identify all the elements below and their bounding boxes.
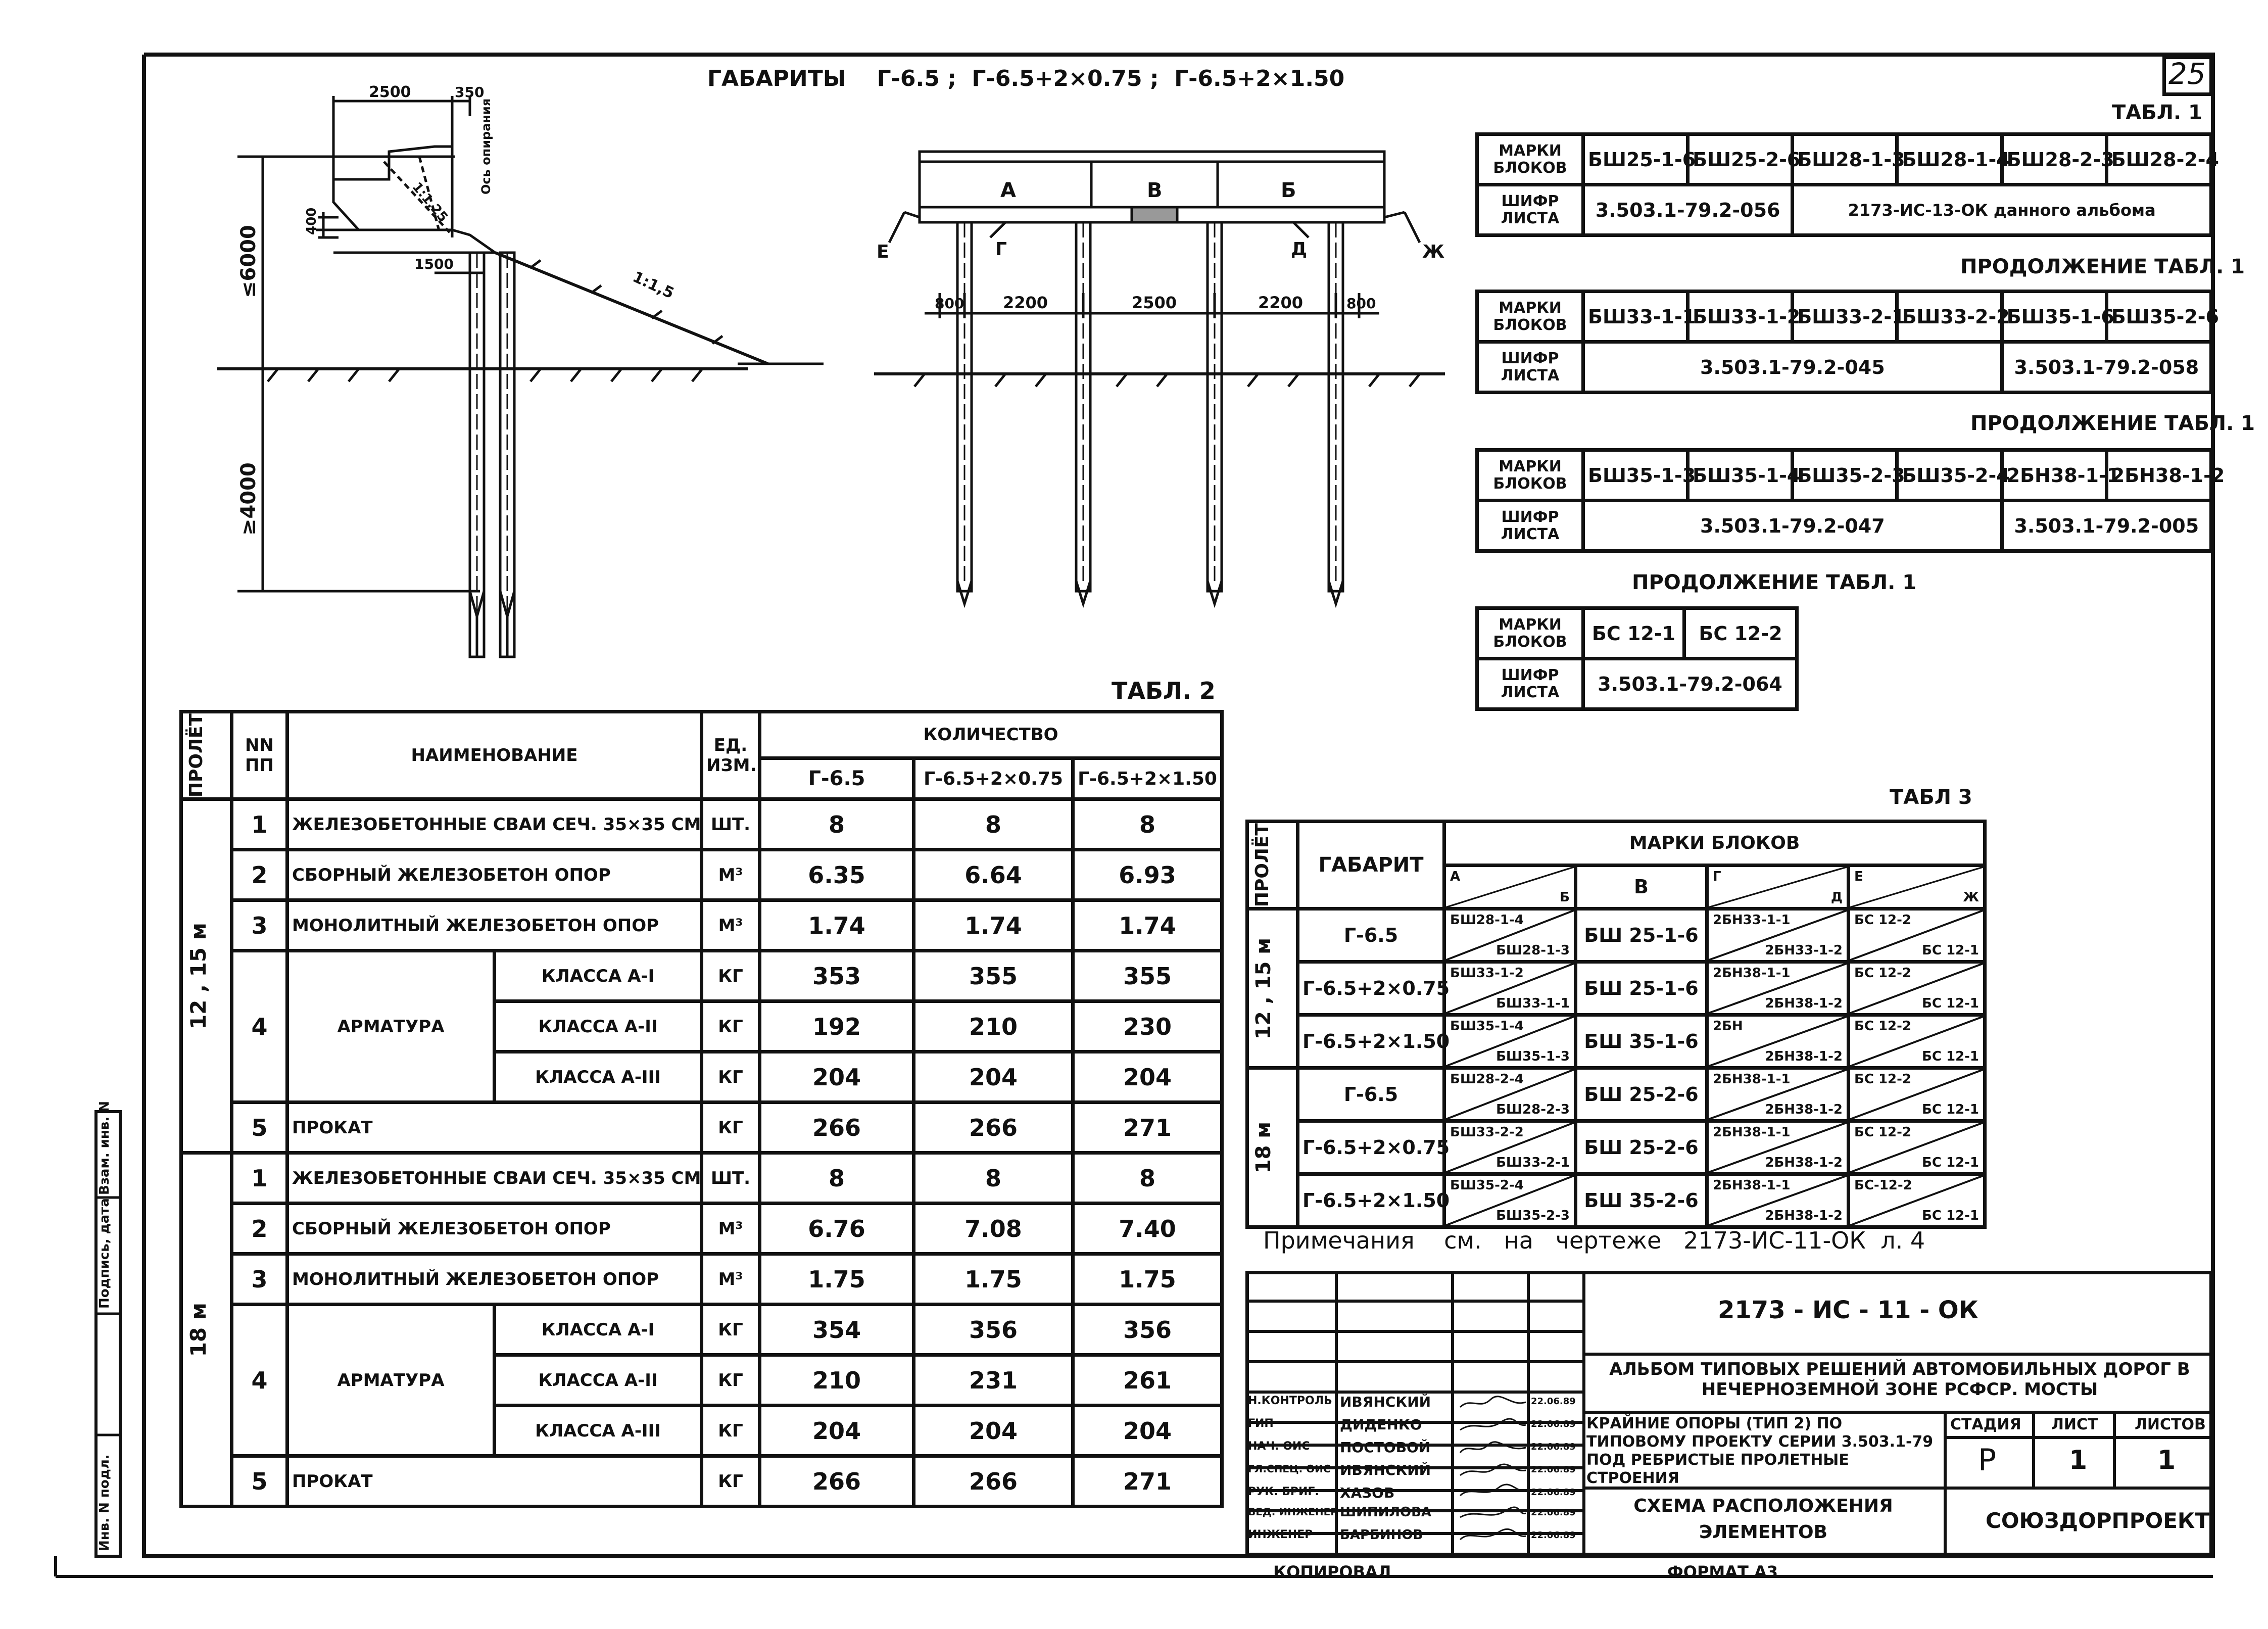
t2-row-unit: М³ [702, 1254, 760, 1305]
table3 [1245, 820, 1987, 1229]
t2-group2-span: 18 м [181, 1153, 232, 1507]
label-zh: Ж [1422, 242, 1445, 262]
notes-line: Примечания см. на чертеже 2173-ИС-11-ОК л. 4 [1263, 1227, 1925, 1254]
t2-row-n: 2 [232, 850, 287, 900]
person-role: Н.КОНТРОЛЬ [1248, 1395, 1332, 1407]
t2-row-n: 4 [232, 951, 287, 1103]
t3-ezh: БС 12-2 БС 12-1 [1849, 962, 1985, 1015]
stamp-sheet: 1 [2069, 1445, 2088, 1475]
t3-head-marks: МАРКИ БЛОКОВ [1444, 822, 1985, 866]
stamp-stage-label: СТАДИЯ [1950, 1416, 2021, 1433]
t2-val: 8 [914, 799, 1073, 850]
abutment-front-drawing [874, 141, 1480, 637]
table2-caption: ТАБЛ. 2 [1112, 677, 1216, 704]
t3-v: БШ 25-2-6 [1576, 1068, 1707, 1121]
person-name: ИВЯНСКИЙ [1340, 1462, 1431, 1478]
t1c1-row-label-code: ШИФР ЛИСТА [1477, 342, 1583, 393]
t1c1-mark: БШ33-1-2 [1688, 292, 1793, 342]
stamp-person-row [1248, 1526, 1581, 1549]
t1-mark: БШ28-1-4 [1897, 134, 2002, 185]
t2-val: 266 [914, 1456, 1073, 1507]
table1-cont3 [1475, 606, 1799, 711]
t3-ezh: БС 12-2 БС 12-1 [1849, 1121, 1985, 1174]
dim-2200-l: 2200 [1003, 293, 1048, 312]
t3-gabarit: Г-6.5+2×1.50 [1298, 1015, 1444, 1068]
t2-rebar-label: АРМАТУРА [287, 951, 495, 1103]
t2-head-qty: КОЛИЧЕСТВО [760, 712, 1222, 758]
t3-ab: БШ28-2-4 БШ28-2-3 [1444, 1068, 1576, 1121]
t2-row-name: КЛАССА А-II [495, 1001, 702, 1052]
t3-ab: БШ35-2-4 БШ35-2-3 [1444, 1174, 1576, 1227]
t2-row-n: 5 [232, 1456, 287, 1507]
stamp-album: АЛЬБОМ ТИПОВЫХ РЕШЕНИЙ АВТОМОБИЛЬНЫХ ДОРОГ В НЕЧЕРНОЗЕМНОЙ ЗОНЕ РСФСР. МОСТЫ [1609, 1359, 2190, 1400]
dim-4000: ≥4000 [237, 462, 260, 536]
slope-1: 1:1,25 [409, 179, 451, 225]
t2-val: 204 [1073, 1406, 1222, 1456]
t3-ezh: БС-12-2 БС 12-1 [1849, 1174, 1985, 1227]
t2-val: 1.75 [1073, 1254, 1222, 1305]
t1c1-code-a: 3.503.1-79.2-045 [1583, 342, 2002, 393]
t1c2-row-label-code: ШИФР ЛИСТА [1477, 501, 1583, 551]
t2-row-unit: ШТ. [702, 1153, 760, 1204]
t2-row-n: 3 [232, 1254, 287, 1305]
t2-row-unit: М³ [702, 900, 760, 951]
t2-val: 204 [760, 1406, 914, 1456]
t2-row-name: СБОРНЫЙ ЖЕЛЕЗОБЕТОН ОПОР [287, 1204, 702, 1254]
t2-row-name: ПРОКАТ [287, 1456, 702, 1507]
block-v: В [1147, 179, 1163, 202]
person-date: 22.06.89 [1531, 1507, 1576, 1518]
t2-val: 271 [1073, 1103, 1222, 1153]
page-number: 25 [2168, 57, 2206, 91]
person-role: РУК. БРИГ. [1248, 1486, 1319, 1498]
stamp-person-row [1248, 1503, 1581, 1526]
t3-gd: 2БН38-1-1 2БН38-1-2 [1707, 962, 1849, 1015]
t3-v: БШ 25-1-6 [1576, 962, 1707, 1015]
table3-caption: ТАБЛ 3 [1890, 786, 1972, 809]
side-strip-2: Подпись, дата [97, 1198, 112, 1309]
t2-val: 266 [760, 1103, 914, 1153]
t3-sub-ezh: Е Ж [1849, 865, 1985, 909]
t1c2-code-a: 3.503.1-79.2-047 [1583, 501, 2002, 551]
t2-col-head: Г-6.5+2×0.75 [914, 758, 1073, 799]
label-g: Г [995, 239, 1007, 260]
person-date: 22.06.89 [1531, 1442, 1576, 1452]
table1 [1475, 132, 2219, 237]
t2-val: 6.35 [760, 850, 914, 900]
stamp-person-row [1248, 1392, 1581, 1415]
stamp-code: 2173 - ИС - 11 - ОК [1718, 1296, 1979, 1324]
t2-row-name: ЖЕЛЕЗОБЕТОННЫЕ СВАИ СЕЧ. 35×35 СМ [287, 799, 702, 850]
t1c3-code-a: 3.503.1-79.2-064 [1583, 659, 1797, 709]
t2-row-n: 4 [232, 1305, 287, 1456]
stamp-stage: Р [1978, 1443, 1997, 1478]
t2-val: 204 [760, 1052, 914, 1103]
t1-row-label-marks: МАРКИ БЛОКОВ [1477, 134, 1583, 185]
person-role: ГЛ.СПЕЦ. ОИС [1248, 1463, 1331, 1475]
t2-head-span: ПРОЛЁТ [181, 712, 232, 799]
t1c3-mark: БС 12-1 [1583, 608, 1684, 659]
t1c2-code-b: 3.503.1-79.2-005 [2002, 501, 2211, 551]
signatures [1455, 1392, 1531, 1549]
person-role: НАЧ. ОИС [1248, 1440, 1310, 1453]
t2-col-head: Г-6.5+2×1.50 [1073, 758, 1222, 799]
t1c2-mark: 2БН38-1-1 [2002, 450, 2106, 501]
t3-gd: 2БН38-1-1 2БН38-1-2 [1707, 1121, 1849, 1174]
block-b: Б [1281, 179, 1296, 202]
table1-cont2 [1475, 448, 2225, 553]
t2-row-unit: КГ [702, 951, 760, 1001]
person-name: БАРБИНОВ [1340, 1527, 1423, 1543]
copied-label: КОПИРОВАЛ [1273, 1562, 1391, 1582]
t2-val: 231 [914, 1355, 1073, 1406]
dim-2500: 2500 [369, 83, 411, 101]
stamp-sheets: 1 [2157, 1445, 2176, 1475]
person-name: ПОСТОВОЙ [1340, 1439, 1431, 1456]
t2-val: 6.93 [1073, 850, 1222, 900]
person-date: 22.06.89 [1531, 1396, 1576, 1407]
t2-val: 6.76 [760, 1204, 914, 1254]
person-date: 22.06.89 [1531, 1530, 1576, 1541]
t2-val: 356 [1073, 1305, 1222, 1355]
t2-val: 356 [914, 1305, 1073, 1355]
t2-row-unit: КГ [702, 1052, 760, 1103]
t2-val: 266 [760, 1456, 914, 1507]
person-role: ИНЖЕНЕР [1248, 1528, 1313, 1541]
label-d: Д [1291, 239, 1308, 260]
t3-ezh: БС 12-2 БС 12-1 [1849, 909, 1985, 962]
t2-val: 355 [1073, 951, 1222, 1001]
t2-val: 1.75 [760, 1254, 914, 1305]
stamp-person-row [1248, 1460, 1581, 1483]
t1c3-row-label-code: ШИФР ЛИСТА [1477, 659, 1583, 709]
t2-val: 354 [760, 1305, 914, 1355]
t2-row-name: МОНОЛИТНЫЙ ЖЕЛЕЗОБЕТОН ОПОР [287, 900, 702, 951]
t2-val: 204 [914, 1052, 1073, 1103]
t2-row-name: КЛАССА А-I [495, 951, 702, 1001]
t2-row-name: КЛАССА А-III [495, 1052, 702, 1103]
t2-row-name: МОНОЛИТНЫЙ ЖЕЛЕЗОБЕТОН ОПОР [287, 1254, 702, 1305]
t2-val: 8 [914, 1153, 1073, 1204]
t2-row-name: КЛАССА А-I [495, 1305, 702, 1355]
t1c1-mark: БШ33-1-1 [1583, 292, 1688, 342]
t2-row-unit: КГ [702, 1406, 760, 1456]
t1c1-row-label-marks: МАРКИ БЛОКОВ [1477, 292, 1583, 342]
person-date: 22.06.89 [1531, 1464, 1576, 1475]
t2-val: 8 [1073, 1153, 1222, 1204]
t1-mark: БШ28-1-3 [1793, 134, 1897, 185]
t3-sub-ab: А Б [1444, 865, 1576, 909]
table1-cont3-caption: ПРОДОЛЖЕНИЕ ТАБЛ. 1 [1632, 571, 1917, 594]
t3-ezh: БС 12-2 БС 12-1 [1849, 1015, 1985, 1068]
t3-group2-span: 18 м [1247, 1068, 1298, 1227]
t1-row-label-code: ШИФР ЛИСТА [1477, 185, 1583, 235]
stamp-org: СОЮЗДОРПРОЕКТ [1986, 1508, 2209, 1533]
abutment-section-drawing [217, 83, 849, 657]
t1-mark: БШ25-2-6 [1688, 134, 1793, 185]
t1c2-mark: БШ35-1-4 [1688, 450, 1793, 501]
t3-v: БШ 25-1-6 [1576, 909, 1707, 962]
t2-val: 210 [914, 1001, 1073, 1052]
t1c1-mark: БШ33-2-1 [1793, 292, 1897, 342]
t1-code-b: 2173-ИС-13-ОК данного альбома [1793, 185, 2211, 235]
dim-6000: ≤6000 [237, 225, 260, 298]
t2-val: 1.74 [914, 900, 1073, 951]
t1c1-mark: БШ35-1-6 [2002, 292, 2106, 342]
t1c2-mark: БШ35-2-3 [1793, 450, 1897, 501]
t1-code-a: 3.503.1-79.2-056 [1583, 185, 1793, 235]
t1c2-row-label-marks: МАРКИ БЛОКОВ [1477, 450, 1583, 501]
stamp-person-row [1248, 1415, 1581, 1438]
t1c1-mark: БШ33-2-2 [1897, 292, 2002, 342]
t3-gabarit: Г-6.5 [1298, 1068, 1444, 1121]
t2-row-n: 2 [232, 1204, 287, 1254]
t3-ab: БШ33-1-2 БШ33-1-1 [1444, 962, 1576, 1015]
person-name: ИВЯНСКИЙ [1340, 1394, 1431, 1410]
t2-col-head: Г-6.5 [760, 758, 914, 799]
t1c2-mark: 2БН38-1-2 [2106, 450, 2211, 501]
t2-row-name: ПРОКАТ [287, 1103, 702, 1153]
t3-sub-gd: Г Д [1707, 865, 1849, 909]
label-e: Е [877, 242, 889, 262]
t2-row-n: 5 [232, 1103, 287, 1153]
t2-head-name: НАИМЕНОВАНИЕ [287, 712, 702, 799]
side-strip-1: Взам. инв. N [97, 1101, 112, 1195]
person-name: ШИПИЛОВА [1340, 1505, 1432, 1520]
t2-row-unit: М³ [702, 1204, 760, 1254]
t1c3-row-label-marks: МАРКИ БЛОКОВ [1477, 608, 1583, 659]
slope-2: 1:1,5 [630, 268, 677, 303]
t3-gabarit: Г-6.5+2×1.50 [1298, 1174, 1444, 1227]
t1c3-mark: БС 12-2 [1684, 608, 1797, 659]
t2-val: 266 [914, 1103, 1073, 1153]
t2-row-name: СБОРНЫЙ ЖЕЛЕЗОБЕТОН ОПОР [287, 850, 702, 900]
t2-val: 271 [1073, 1456, 1222, 1507]
t2-row-unit: М³ [702, 850, 760, 900]
t2-head-unit: ЕД. ИЗМ. [702, 712, 760, 799]
t3-gabarit: Г-6.5 [1298, 909, 1444, 962]
table2 [179, 710, 1224, 1508]
t2-row-unit: КГ [702, 1103, 760, 1153]
t2-val: 353 [760, 951, 914, 1001]
t2-row-unit: КГ [702, 1456, 760, 1507]
t2-val: 8 [760, 799, 914, 850]
person-name: ДИДЕНКО [1340, 1416, 1422, 1433]
t3-gabarit: Г-6.5+2×0.75 [1298, 1121, 1444, 1174]
t2-val: 1.74 [1073, 900, 1222, 951]
stamp-person-row [1248, 1438, 1581, 1460]
t2-rebar-label: АРМАТУРА [287, 1305, 495, 1456]
stamp-person-row [1248, 1483, 1581, 1503]
t2-row-name: ЖЕЛЕЗОБЕТОННЫЕ СВАИ СЕЧ. 35×35 СМ [287, 1153, 702, 1204]
dim-800-r: 800 [1346, 295, 1376, 312]
t2-row-n: 3 [232, 900, 287, 951]
table1-cont1-caption: ПРОДОЛЖЕНИЕ ТАБЛ. 1 [1960, 255, 2245, 278]
t3-head-span: ПРОЛЁТ [1247, 822, 1298, 909]
t2-row-unit: КГ [702, 1001, 760, 1052]
t1c1-code-b: 3.503.1-79.2-058 [2002, 342, 2211, 393]
t3-gabarit: Г-6.5+2×0.75 [1298, 962, 1444, 1015]
dim-350: 350 [455, 84, 485, 101]
t1c2-mark: БШ35-1-3 [1583, 450, 1688, 501]
t1c2-mark: БШ35-2-4 [1897, 450, 2002, 501]
t2-row-unit: КГ [702, 1355, 760, 1406]
axis-label: Ось опирания [479, 98, 493, 195]
t3-ab: БШ28-1-4 БШ28-1-3 [1444, 909, 1576, 962]
block-a: А [1000, 179, 1016, 202]
t2-row-unit: ШТ. [702, 799, 760, 850]
t2-val: 230 [1073, 1001, 1222, 1052]
t2-head-nn: NN ПП [232, 712, 287, 799]
t2-val: 7.08 [914, 1204, 1073, 1254]
person-role: ГИП [1248, 1417, 1274, 1430]
t3-ab: БШ35-1-4 БШ35-1-3 [1444, 1015, 1576, 1068]
t2-val: 204 [914, 1406, 1073, 1456]
person-name: ХАЗОВ [1340, 1484, 1395, 1501]
t2-val: 204 [1073, 1052, 1222, 1103]
dim-1500: 1500 [414, 256, 454, 272]
t2-val: 8 [760, 1153, 914, 1204]
t3-group1-span: 12 , 15 м [1247, 909, 1298, 1068]
table1-caption: ТАБЛ. 1 [2112, 101, 2202, 124]
dim-2200-r: 2200 [1258, 293, 1304, 312]
stamp-title: СХЕМА РАСПОЛОЖЕНИЯ ЭЛЕМЕНТОВ [1633, 1496, 1893, 1543]
format-label: ФОРМАТ А3 [1667, 1562, 1778, 1582]
person-date: 22.06.89 [1531, 1487, 1576, 1498]
stamp-sheets-label: ЛИСТОВ [2135, 1416, 2206, 1433]
t1-mark: БШ28-2-3 [2002, 134, 2106, 185]
t2-val: 7.40 [1073, 1204, 1222, 1254]
t1-mark: БШ25-1-6 [1583, 134, 1688, 185]
t2-val: 8 [1073, 799, 1222, 850]
t2-val: 6.64 [914, 850, 1073, 900]
t2-group1-span: 12 , 15 м [181, 799, 232, 1153]
stamp-sheet-label: ЛИСТ [2051, 1416, 2098, 1433]
t3-sub-v: В [1576, 865, 1707, 909]
t3-v: БШ 25-2-6 [1576, 1121, 1707, 1174]
dim-2500: 2500 [1132, 293, 1177, 312]
t3-ezh: БС 12-2 БС 12-1 [1849, 1068, 1985, 1121]
stamp-desc: КРАЙНИЕ ОПОРЫ (ТИП 2) ПО ТИПОВОМУ ПРОЕКТУ СЕРИИ 3.503.1-79 ПОД РЕБРИСТЫЕ ПРОЛЕТНЫЕ СТРОЕНИЯ [1586, 1415, 1934, 1487]
person-role: ВЕД. ИНЖЕНЕР [1248, 1506, 1338, 1518]
t2-row-n: 1 [232, 1153, 287, 1204]
person-date: 22.06.89 [1531, 1419, 1576, 1429]
gabarity-title: ГАБАРИТЫ Г-6.5 ; Г-6.5+2×0.75 ; Г-6.5+2×1.50 [707, 66, 1345, 91]
t2-row-name: КЛАССА А-II [495, 1355, 702, 1406]
dim-400: 400 [304, 207, 319, 235]
t3-gd: 2БН 2БН38-1-2 [1707, 1015, 1849, 1068]
t3-v: БШ 35-2-6 [1576, 1174, 1707, 1227]
t2-row-name: КЛАССА А-III [495, 1406, 702, 1456]
t1c1-mark: БШ35-2-6 [2106, 292, 2211, 342]
t3-head-gabarit: ГАБАРИТ [1298, 822, 1444, 909]
t3-gd: 2БН38-1-1 2БН38-1-2 [1707, 1068, 1849, 1121]
t3-ab: БШ33-2-2 БШ33-2-1 [1444, 1121, 1576, 1174]
t1-mark: БШ28-2-4 [2106, 134, 2211, 185]
side-strip-3: Инв. N подл. [97, 1454, 112, 1551]
t3-v: БШ 35-1-6 [1576, 1015, 1707, 1068]
t2-val: 1.74 [760, 900, 914, 951]
t2-row-n: 1 [232, 799, 287, 850]
t2-val: 210 [760, 1355, 914, 1406]
t2-val: 355 [914, 951, 1073, 1001]
t3-gd: 2БН38-1-1 2БН38-1-2 [1707, 1174, 1849, 1227]
t2-val: 192 [760, 1001, 914, 1052]
t3-gd: 2БН33-1-1 2БН33-1-2 [1707, 909, 1849, 962]
dim-800-l: 800 [935, 295, 964, 312]
t2-val: 1.75 [914, 1254, 1073, 1305]
t2-row-unit: КГ [702, 1305, 760, 1355]
t2-val: 261 [1073, 1355, 1222, 1406]
table1-cont2-caption: ПРОДОЛЖЕНИЕ ТАБЛ. 1 [1970, 412, 2255, 435]
table1-cont1 [1475, 290, 2219, 394]
